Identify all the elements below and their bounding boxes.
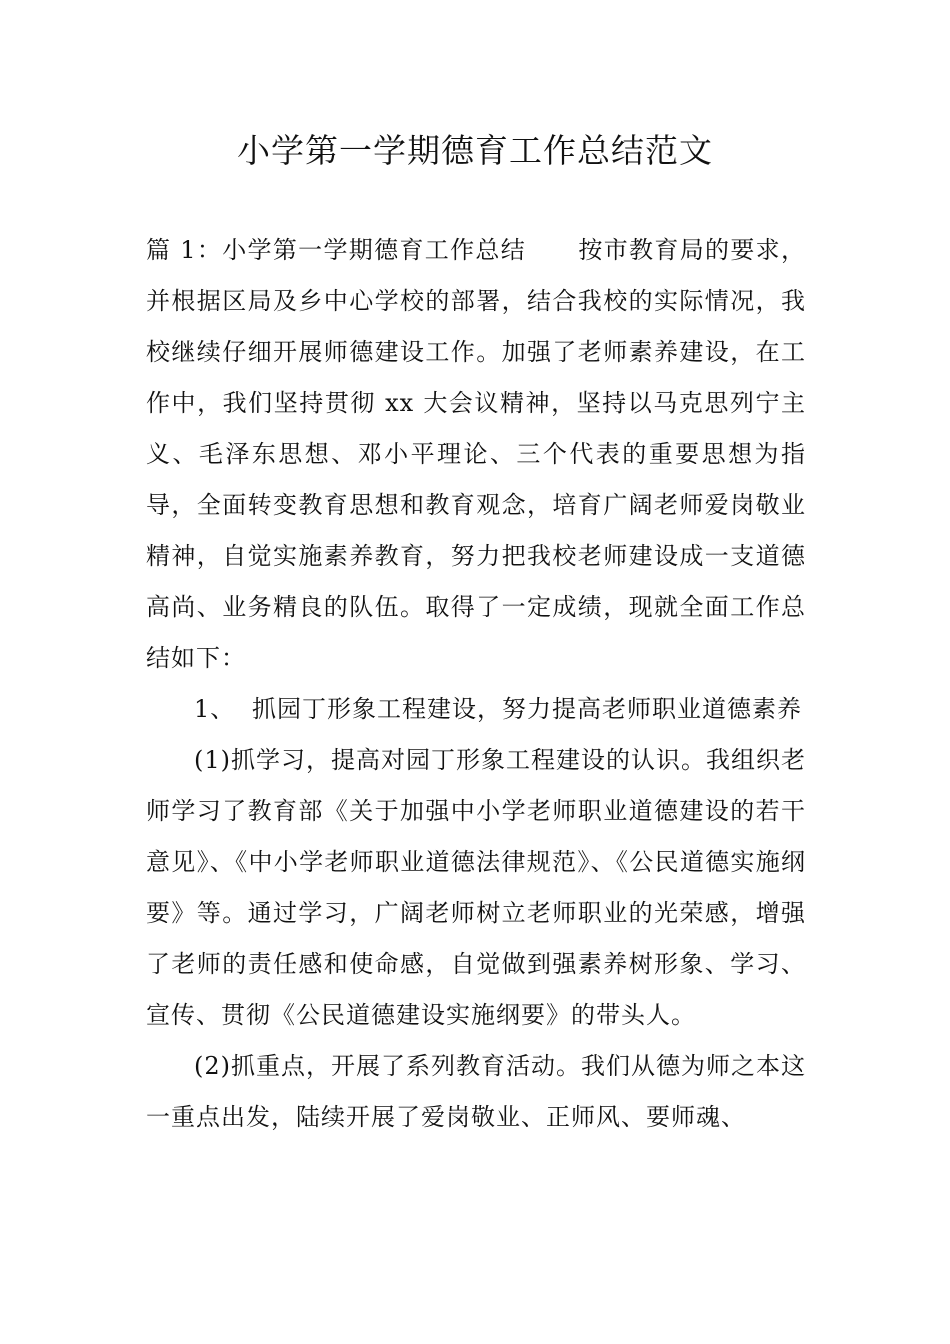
- section-1-heading: [146, 684, 806, 735]
- intro-heading: 篇 1：小学第一学期德育工作总结: [146, 236, 527, 264]
- intro-paragraph: [146, 225, 806, 684]
- section-1-number: 1、: [194, 695, 236, 723]
- intro-text: 按市教育局的要求，并根据区局及乡中心学校的部署，结合我校的实际情况，我校继续仔细开展师德建设工作。加强了老师素养建设，在工作中，我们坚持贯彻 xx 大会议精神，坚持以马克思列宁主义、毛泽东思想、邓小平理论、三个代表的重要思想为指导，全面转变教育思想和教育观念，培育广阔老师爱岗敬业精神，自觉实施素养教育，努力把我校老师建设成一支道德高尚、业务精良的队伍。取得了一定成绩，现就全面工作总结如下：: [146, 236, 806, 672]
- paragraph-1: (1)抓学习，提高对园丁形象工程建设的认识。我组织老师学习了教育部《关于加强中小学老师职业道德建设的若干意见》、《中小学老师职业道德法律规范》、《公民道德实施纲要》等。通过学习，广阔老师树立老师职业的光荣感，增强了老师的责任感和使命感，自觉做到强素养树形象、学习、宣传、贯彻《公民道德建设实施纲要》的带头人。: [146, 746, 806, 1029]
- paragraph-2: (2)抓重点，开展了系列教育活动。我们从德为师之本这一重点出发，陆续开展了爱岗敬业、正师风、要师魂、: [146, 1052, 806, 1131]
- document-title: 小学第一学期德育工作总结范文: [237, 131, 713, 170]
- section-1-title: 抓园丁形象工程建设，努力提高老师职业道德素养: [252, 695, 802, 723]
- document-body: [146, 225, 806, 1143]
